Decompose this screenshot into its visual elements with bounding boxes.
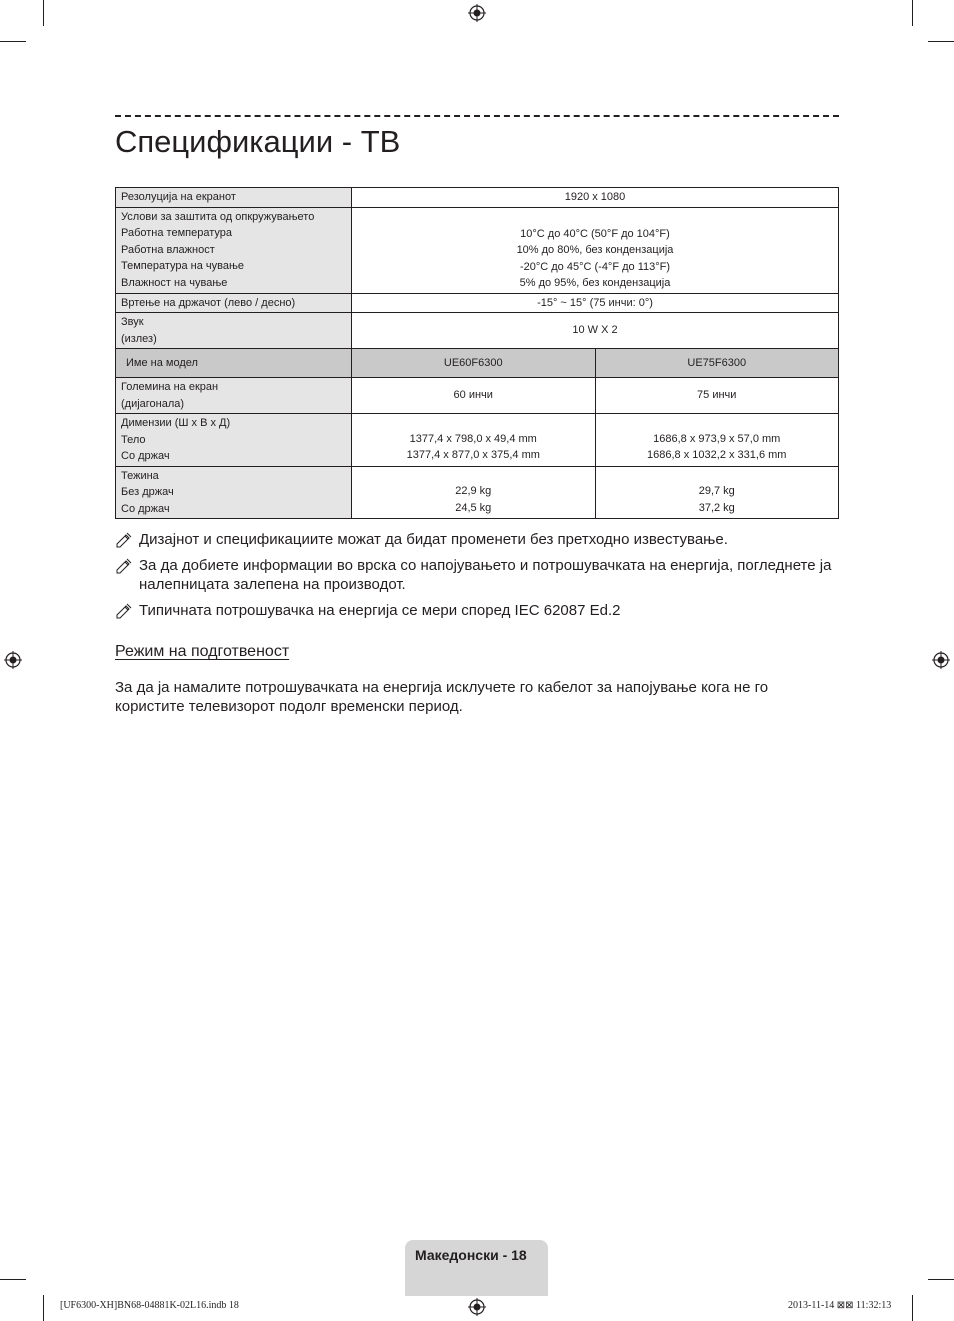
row-value: 1377,4 x 798,0 x 49,4 mm 1377,4 x 877,0 x 375,4 mm xyxy=(352,414,596,467)
row-value: 29,7 kg 37,2 kg xyxy=(595,466,839,519)
section-paragraph: За да ја намалите потрошувачката на енергија исклучете го кабелот за напојување кога не го користите телевизорот подолг временски период. xyxy=(115,679,769,715)
notes-list xyxy=(115,530,839,627)
table-row xyxy=(116,414,839,467)
footer-timestamp: 2013-11-14 ⊠⊠ 11:32:13 xyxy=(788,1300,892,1311)
row-value: -15° ~ 15° (75 инчи: 0°) xyxy=(352,293,839,313)
crop-mark xyxy=(43,0,44,26)
pencil-note-icon xyxy=(115,556,133,574)
crop-mark xyxy=(928,1279,954,1280)
table-row xyxy=(116,466,839,519)
model-value: UE60F6300 xyxy=(352,349,596,378)
registration-mark-icon xyxy=(468,1298,486,1316)
model-value: UE75F6300 xyxy=(595,349,839,378)
note-item xyxy=(115,530,839,549)
crop-mark xyxy=(0,41,26,42)
page-number: Македонски - 18 xyxy=(415,1247,527,1263)
section-heading: Режим на подготвеност xyxy=(115,643,290,660)
row-value: 1920 x 1080 xyxy=(352,188,839,208)
row-label: Големина на екран (дијагонала) xyxy=(116,378,352,414)
title-dotted-rule xyxy=(115,115,839,117)
row-value: 10°C до 40°C (50°F до 104°F) 10% до 80%, без кондензација -20°C до 45°C (-4°F до 113°F) 5% до 95%, без кондензација xyxy=(352,207,839,293)
note-text: Типичната потрошувачка на енергија се мери според IEC 62087 Ed.2 xyxy=(139,602,621,619)
spec-table xyxy=(115,187,839,519)
crop-mark xyxy=(912,0,913,26)
crop-mark xyxy=(928,41,954,42)
row-label: Димензии (Ш x В x Д) Тело Со држач xyxy=(116,414,352,467)
pencil-note-icon xyxy=(115,601,133,619)
row-label: Име на модел xyxy=(116,349,352,378)
pencil-note-icon xyxy=(115,530,133,548)
note-text: Дизајнот и спецификациите можат да бидат променети без претходно известување. xyxy=(139,531,728,548)
row-label: Звук (излез) xyxy=(116,313,352,349)
crop-mark xyxy=(0,1279,26,1280)
table-row xyxy=(116,378,839,414)
row-value: 75 инчи xyxy=(595,378,839,414)
registration-mark-icon xyxy=(932,651,950,669)
table-row xyxy=(116,188,839,208)
registration-mark-icon xyxy=(468,4,486,22)
crop-mark xyxy=(912,1295,913,1321)
registration-mark-icon xyxy=(4,651,22,669)
row-value: 1686,8 x 973,9 x 57,0 mm 1686,8 x 1032,2 x 331,6 mm xyxy=(595,414,839,467)
row-label: Резолуција на екранот xyxy=(116,188,352,208)
footer-file: [UF6300-XH]BN68-04881K-02L16.indb 18 xyxy=(60,1300,239,1311)
table-row xyxy=(116,293,839,313)
note-item xyxy=(115,556,839,594)
crop-mark xyxy=(43,1295,44,1321)
note-item xyxy=(115,601,839,620)
table-row-model xyxy=(116,349,839,378)
page-title: Спецификации - ТВ xyxy=(115,124,401,159)
table-row xyxy=(116,313,839,349)
row-label: Услови за заштита од опкружувањето Работна температура Работна влажност Температура на чување Влажност на чување xyxy=(116,207,352,293)
table-row xyxy=(116,207,839,293)
row-value: 22,9 kg 24,5 kg xyxy=(352,466,596,519)
row-label: Вртење на држачот (лево / десно) xyxy=(116,293,352,313)
page-number-badge xyxy=(405,1240,548,1296)
row-value: 60 инчи xyxy=(352,378,596,414)
note-text: За да добиете информации во врска со напојувањето и потрошувачката на енергија, погледнете ја налепницата залепена на производот. xyxy=(139,557,832,593)
row-value: 10 W X 2 xyxy=(352,313,839,349)
row-label: Тежина Без држач Со држач xyxy=(116,466,352,519)
